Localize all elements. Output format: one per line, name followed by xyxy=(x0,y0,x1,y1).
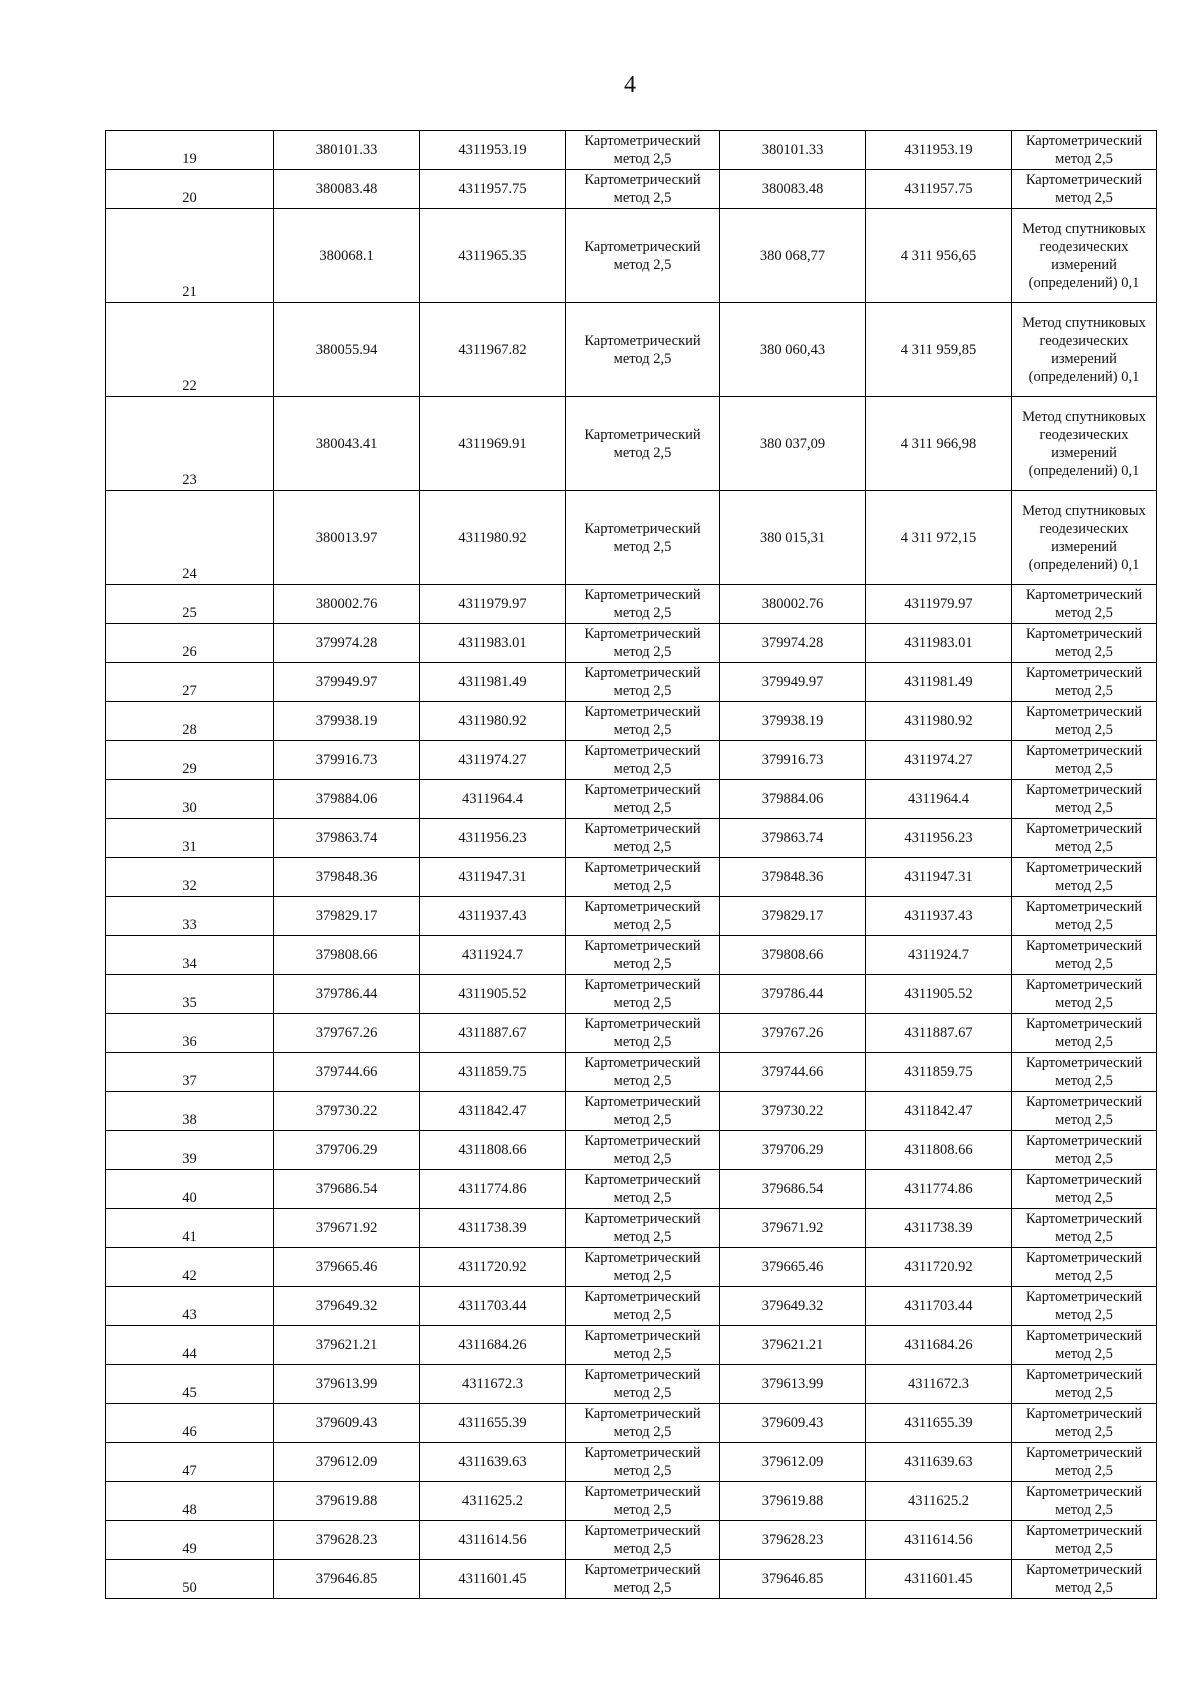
existing-y-cell: 4311842.47 xyxy=(420,1092,566,1131)
table-row xyxy=(106,1092,1157,1131)
refined-method-cell: Картометрический метод 2,5 xyxy=(1012,858,1157,897)
point-number-cell: 28 xyxy=(106,702,274,741)
point-number-cell: 27 xyxy=(106,663,274,702)
point-number-cell: 24 xyxy=(106,491,274,585)
table-row xyxy=(106,1209,1157,1248)
point-number-cell: 42 xyxy=(106,1248,274,1287)
existing-x-cell: 379613.99 xyxy=(274,1365,420,1404)
refined-method-cell: Картометрический метод 2,5 xyxy=(1012,1404,1157,1443)
refined-y-cell: 4311684.26 xyxy=(866,1326,1012,1365)
refined-method-cell: Картометрический метод 2,5 xyxy=(1012,1443,1157,1482)
existing-method-cell: Картометрический метод 2,5 xyxy=(566,1326,720,1365)
table-row xyxy=(106,1131,1157,1170)
table-row xyxy=(106,897,1157,936)
existing-y-cell: 4311614.56 xyxy=(420,1521,566,1560)
table-row xyxy=(106,624,1157,663)
refined-method-cell: Картометрический метод 2,5 xyxy=(1012,663,1157,702)
refined-y-cell: 4311720.92 xyxy=(866,1248,1012,1287)
refined-x-cell: 379628.23 xyxy=(720,1521,866,1560)
table-row xyxy=(106,780,1157,819)
point-number-cell: 20 xyxy=(106,170,274,209)
table-row xyxy=(106,858,1157,897)
refined-method-cell: Картометрический метод 2,5 xyxy=(1012,1131,1157,1170)
refined-y-cell: 4311601.45 xyxy=(866,1560,1012,1599)
refined-y-cell: 4311947.31 xyxy=(866,858,1012,897)
refined-method-cell: Картометрический метод 2,5 xyxy=(1012,1248,1157,1287)
existing-method-cell: Картометрический метод 2,5 xyxy=(566,1365,720,1404)
existing-method-cell: Картометрический метод 2,5 xyxy=(566,741,720,780)
refined-x-cell: 379884.06 xyxy=(720,780,866,819)
existing-x-cell: 379863.74 xyxy=(274,819,420,858)
point-number-cell: 34 xyxy=(106,936,274,975)
table-row xyxy=(106,209,1157,303)
existing-y-cell: 4311808.66 xyxy=(420,1131,566,1170)
existing-y-cell: 4311947.31 xyxy=(420,858,566,897)
existing-y-cell: 4311980.92 xyxy=(420,491,566,585)
refined-method-cell: Метод спутниковых геодезических измерений (определений) 0,1 xyxy=(1012,397,1157,491)
point-number-cell: 48 xyxy=(106,1482,274,1521)
refined-method-cell: Картометрический метод 2,5 xyxy=(1012,780,1157,819)
refined-x-cell: 379671.92 xyxy=(720,1209,866,1248)
refined-x-cell: 379612.09 xyxy=(720,1443,866,1482)
existing-y-cell: 4311965.35 xyxy=(420,209,566,303)
point-number-cell: 40 xyxy=(106,1170,274,1209)
point-number-cell: 46 xyxy=(106,1404,274,1443)
refined-method-cell: Картометрический метод 2,5 xyxy=(1012,897,1157,936)
existing-method-cell: Картометрический метод 2,5 xyxy=(566,858,720,897)
existing-x-cell: 380055.94 xyxy=(274,303,420,397)
refined-x-cell: 380 068,77 xyxy=(720,209,866,303)
table-row xyxy=(106,1482,1157,1521)
existing-y-cell: 4311953.19 xyxy=(420,131,566,170)
refined-y-cell: 4311774.86 xyxy=(866,1170,1012,1209)
refined-method-cell: Картометрический метод 2,5 xyxy=(1012,1014,1157,1053)
existing-method-cell: Картометрический метод 2,5 xyxy=(566,897,720,936)
refined-x-cell: 379949.97 xyxy=(720,663,866,702)
existing-x-cell: 379829.17 xyxy=(274,897,420,936)
refined-method-cell: Метод спутниковых геодезических измерений (определений) 0,1 xyxy=(1012,209,1157,303)
refined-y-cell: 4311703.44 xyxy=(866,1287,1012,1326)
existing-method-cell: Картометрический метод 2,5 xyxy=(566,585,720,624)
existing-method-cell: Картометрический метод 2,5 xyxy=(566,1443,720,1482)
refined-method-cell: Картометрический метод 2,5 xyxy=(1012,1482,1157,1521)
refined-x-cell: 379808.66 xyxy=(720,936,866,975)
existing-x-cell: 379609.43 xyxy=(274,1404,420,1443)
refined-x-cell: 379706.29 xyxy=(720,1131,866,1170)
point-number-cell: 29 xyxy=(106,741,274,780)
refined-x-cell: 380002.76 xyxy=(720,585,866,624)
existing-x-cell: 379686.54 xyxy=(274,1170,420,1209)
point-number-cell: 45 xyxy=(106,1365,274,1404)
existing-y-cell: 4311625.2 xyxy=(420,1482,566,1521)
table-row xyxy=(106,1053,1157,1092)
refined-y-cell: 4 311 966,98 xyxy=(866,397,1012,491)
existing-x-cell: 379628.23 xyxy=(274,1521,420,1560)
refined-method-cell: Картометрический метод 2,5 xyxy=(1012,819,1157,858)
refined-method-cell: Метод спутниковых геодезических измерений (определений) 0,1 xyxy=(1012,303,1157,397)
existing-x-cell: 379671.92 xyxy=(274,1209,420,1248)
refined-method-cell: Картометрический метод 2,5 xyxy=(1012,741,1157,780)
point-number-cell: 39 xyxy=(106,1131,274,1170)
refined-y-cell: 4311980.92 xyxy=(866,702,1012,741)
point-number-cell: 36 xyxy=(106,1014,274,1053)
table-row xyxy=(106,170,1157,209)
point-number-cell: 31 xyxy=(106,819,274,858)
point-number-cell: 41 xyxy=(106,1209,274,1248)
table-row xyxy=(106,1326,1157,1365)
refined-x-cell: 380101.33 xyxy=(720,131,866,170)
existing-method-cell: Картометрический метод 2,5 xyxy=(566,624,720,663)
refined-x-cell: 380 037,09 xyxy=(720,397,866,491)
existing-method-cell: Картометрический метод 2,5 xyxy=(566,397,720,491)
refined-method-cell: Картометрический метод 2,5 xyxy=(1012,936,1157,975)
refined-x-cell: 379609.43 xyxy=(720,1404,866,1443)
refined-y-cell: 4 311 959,85 xyxy=(866,303,1012,397)
refined-x-cell: 379649.32 xyxy=(720,1287,866,1326)
existing-method-cell: Картометрический метод 2,5 xyxy=(566,975,720,1014)
existing-x-cell: 379767.26 xyxy=(274,1014,420,1053)
point-number-cell: 26 xyxy=(106,624,274,663)
refined-method-cell: Картометрический метод 2,5 xyxy=(1012,1521,1157,1560)
refined-y-cell: 4311979.97 xyxy=(866,585,1012,624)
existing-x-cell: 379619.88 xyxy=(274,1482,420,1521)
existing-method-cell: Картометрический метод 2,5 xyxy=(566,1287,720,1326)
refined-x-cell: 380083.48 xyxy=(720,170,866,209)
refined-x-cell: 380 015,31 xyxy=(720,491,866,585)
refined-y-cell: 4311974.27 xyxy=(866,741,1012,780)
table-row xyxy=(106,1287,1157,1326)
refined-method-cell: Картометрический метод 2,5 xyxy=(1012,1560,1157,1599)
refined-x-cell: 380 060,43 xyxy=(720,303,866,397)
existing-x-cell: 380083.48 xyxy=(274,170,420,209)
refined-method-cell: Картометрический метод 2,5 xyxy=(1012,1092,1157,1131)
refined-method-cell: Метод спутниковых геодезических измерений (определений) 0,1 xyxy=(1012,491,1157,585)
existing-method-cell: Картометрический метод 2,5 xyxy=(566,1209,720,1248)
existing-method-cell: Картометрический метод 2,5 xyxy=(566,663,720,702)
existing-x-cell: 379916.73 xyxy=(274,741,420,780)
existing-y-cell: 4311672.3 xyxy=(420,1365,566,1404)
existing-x-cell: 380013.97 xyxy=(274,491,420,585)
table-row xyxy=(106,663,1157,702)
point-number-cell: 38 xyxy=(106,1092,274,1131)
point-number-cell: 25 xyxy=(106,585,274,624)
point-number-cell: 22 xyxy=(106,303,274,397)
refined-y-cell: 4311983.01 xyxy=(866,624,1012,663)
table-row xyxy=(106,397,1157,491)
point-number-cell: 44 xyxy=(106,1326,274,1365)
refined-method-cell: Картометрический метод 2,5 xyxy=(1012,1053,1157,1092)
existing-method-cell: Картометрический метод 2,5 xyxy=(566,1404,720,1443)
table-row xyxy=(106,131,1157,170)
point-number-cell: 21 xyxy=(106,209,274,303)
existing-method-cell: Картометрический метод 2,5 xyxy=(566,1248,720,1287)
existing-y-cell: 4311703.44 xyxy=(420,1287,566,1326)
existing-y-cell: 4311859.75 xyxy=(420,1053,566,1092)
refined-y-cell: 4311738.39 xyxy=(866,1209,1012,1248)
refined-x-cell: 379848.36 xyxy=(720,858,866,897)
existing-x-cell: 380043.41 xyxy=(274,397,420,491)
existing-method-cell: Картометрический метод 2,5 xyxy=(566,1053,720,1092)
existing-x-cell: 379949.97 xyxy=(274,663,420,702)
existing-method-cell: Картометрический метод 2,5 xyxy=(566,780,720,819)
existing-method-cell: Картометрический метод 2,5 xyxy=(566,131,720,170)
existing-y-cell: 4311738.39 xyxy=(420,1209,566,1248)
existing-method-cell: Картометрический метод 2,5 xyxy=(566,1482,720,1521)
table-body xyxy=(106,131,1157,1599)
refined-y-cell: 4311625.2 xyxy=(866,1482,1012,1521)
existing-y-cell: 4311956.23 xyxy=(420,819,566,858)
existing-method-cell: Картометрический метод 2,5 xyxy=(566,936,720,975)
existing-y-cell: 4311980.92 xyxy=(420,702,566,741)
refined-method-cell: Картометрический метод 2,5 xyxy=(1012,1287,1157,1326)
existing-method-cell: Картометрический метод 2,5 xyxy=(566,1092,720,1131)
refined-x-cell: 379863.74 xyxy=(720,819,866,858)
refined-method-cell: Картометрический метод 2,5 xyxy=(1012,170,1157,209)
existing-y-cell: 4311967.82 xyxy=(420,303,566,397)
refined-y-cell: 4311981.49 xyxy=(866,663,1012,702)
refined-y-cell: 4311937.43 xyxy=(866,897,1012,936)
table-row xyxy=(106,1404,1157,1443)
existing-y-cell: 4311905.52 xyxy=(420,975,566,1014)
refined-method-cell: Картометрический метод 2,5 xyxy=(1012,1170,1157,1209)
point-number-cell: 19 xyxy=(106,131,274,170)
point-number-cell: 47 xyxy=(106,1443,274,1482)
table-row xyxy=(106,741,1157,780)
existing-method-cell: Картометрический метод 2,5 xyxy=(566,1170,720,1209)
refined-y-cell: 4311808.66 xyxy=(866,1131,1012,1170)
table-row xyxy=(106,1014,1157,1053)
refined-method-cell: Картометрический метод 2,5 xyxy=(1012,131,1157,170)
existing-y-cell: 4311937.43 xyxy=(420,897,566,936)
existing-x-cell: 379786.44 xyxy=(274,975,420,1014)
refined-x-cell: 379613.99 xyxy=(720,1365,866,1404)
refined-method-cell: Картометрический метод 2,5 xyxy=(1012,975,1157,1014)
refined-y-cell: 4 311 956,65 xyxy=(866,209,1012,303)
refined-method-cell: Картометрический метод 2,5 xyxy=(1012,624,1157,663)
refined-x-cell: 379938.19 xyxy=(720,702,866,741)
existing-method-cell: Картометрический метод 2,5 xyxy=(566,1521,720,1560)
existing-x-cell: 380068.1 xyxy=(274,209,420,303)
table-row xyxy=(106,1443,1157,1482)
point-number-cell: 33 xyxy=(106,897,274,936)
refined-x-cell: 379767.26 xyxy=(720,1014,866,1053)
table-row xyxy=(106,491,1157,585)
table-row xyxy=(106,1521,1157,1560)
refined-x-cell: 379621.21 xyxy=(720,1326,866,1365)
existing-x-cell: 379938.19 xyxy=(274,702,420,741)
table-row xyxy=(106,1170,1157,1209)
point-number-cell: 23 xyxy=(106,397,274,491)
existing-y-cell: 4311974.27 xyxy=(420,741,566,780)
existing-x-cell: 379730.22 xyxy=(274,1092,420,1131)
existing-y-cell: 4311639.63 xyxy=(420,1443,566,1482)
refined-x-cell: 379686.54 xyxy=(720,1170,866,1209)
refined-y-cell: 4311953.19 xyxy=(866,131,1012,170)
existing-y-cell: 4311887.67 xyxy=(420,1014,566,1053)
existing-y-cell: 4311655.39 xyxy=(420,1404,566,1443)
point-number-cell: 49 xyxy=(106,1521,274,1560)
existing-y-cell: 4311774.86 xyxy=(420,1170,566,1209)
existing-x-cell: 379706.29 xyxy=(274,1131,420,1170)
refined-x-cell: 379730.22 xyxy=(720,1092,866,1131)
refined-method-cell: Картометрический метод 2,5 xyxy=(1012,702,1157,741)
existing-method-cell: Картометрический метод 2,5 xyxy=(566,1131,720,1170)
refined-y-cell: 4311957.75 xyxy=(866,170,1012,209)
existing-method-cell: Картометрический метод 2,5 xyxy=(566,1560,720,1599)
refined-method-cell: Картометрический метод 2,5 xyxy=(1012,1209,1157,1248)
point-number-cell: 35 xyxy=(106,975,274,1014)
refined-x-cell: 379744.66 xyxy=(720,1053,866,1092)
refined-y-cell: 4311887.67 xyxy=(866,1014,1012,1053)
existing-y-cell: 4311983.01 xyxy=(420,624,566,663)
existing-y-cell: 4311969.91 xyxy=(420,397,566,491)
table-row xyxy=(106,1248,1157,1287)
refined-y-cell: 4311964.4 xyxy=(866,780,1012,819)
refined-x-cell: 379646.85 xyxy=(720,1560,866,1599)
refined-y-cell: 4311956.23 xyxy=(866,819,1012,858)
existing-x-cell: 380101.33 xyxy=(274,131,420,170)
existing-x-cell: 379621.21 xyxy=(274,1326,420,1365)
refined-method-cell: Картометрический метод 2,5 xyxy=(1012,585,1157,624)
existing-x-cell: 379612.09 xyxy=(274,1443,420,1482)
refined-x-cell: 379829.17 xyxy=(720,897,866,936)
existing-y-cell: 4311924.7 xyxy=(420,936,566,975)
point-number-cell: 50 xyxy=(106,1560,274,1599)
table-row xyxy=(106,1560,1157,1599)
refined-y-cell: 4311905.52 xyxy=(866,975,1012,1014)
existing-method-cell: Картометрический метод 2,5 xyxy=(566,170,720,209)
refined-y-cell: 4 311 972,15 xyxy=(866,491,1012,585)
existing-x-cell: 379665.46 xyxy=(274,1248,420,1287)
page-number: 4 xyxy=(624,72,636,98)
coordinates-table xyxy=(105,130,1157,1599)
table-row xyxy=(106,936,1157,975)
existing-method-cell: Картометрический метод 2,5 xyxy=(566,209,720,303)
refined-x-cell: 379974.28 xyxy=(720,624,866,663)
existing-method-cell: Картометрический метод 2,5 xyxy=(566,702,720,741)
existing-method-cell: Картометрический метод 2,5 xyxy=(566,491,720,585)
point-number-cell: 32 xyxy=(106,858,274,897)
refined-x-cell: 379786.44 xyxy=(720,975,866,1014)
refined-x-cell: 379916.73 xyxy=(720,741,866,780)
existing-y-cell: 4311720.92 xyxy=(420,1248,566,1287)
existing-y-cell: 4311979.97 xyxy=(420,585,566,624)
existing-y-cell: 4311964.4 xyxy=(420,780,566,819)
table-row xyxy=(106,303,1157,397)
point-number-cell: 30 xyxy=(106,780,274,819)
table-row xyxy=(106,585,1157,624)
existing-method-cell: Картометрический метод 2,5 xyxy=(566,303,720,397)
existing-method-cell: Картометрический метод 2,5 xyxy=(566,819,720,858)
existing-x-cell: 379808.66 xyxy=(274,936,420,975)
refined-y-cell: 4311639.63 xyxy=(866,1443,1012,1482)
existing-x-cell: 379649.32 xyxy=(274,1287,420,1326)
existing-y-cell: 4311957.75 xyxy=(420,170,566,209)
table-row xyxy=(106,975,1157,1014)
point-number-cell: 37 xyxy=(106,1053,274,1092)
existing-y-cell: 4311684.26 xyxy=(420,1326,566,1365)
refined-method-cell: Картометрический метод 2,5 xyxy=(1012,1365,1157,1404)
table-row xyxy=(106,819,1157,858)
refined-method-cell: Картометрический метод 2,5 xyxy=(1012,1326,1157,1365)
existing-y-cell: 4311601.45 xyxy=(420,1560,566,1599)
existing-x-cell: 379744.66 xyxy=(274,1053,420,1092)
table-row xyxy=(106,1365,1157,1404)
existing-x-cell: 379884.06 xyxy=(274,780,420,819)
refined-x-cell: 379665.46 xyxy=(720,1248,866,1287)
existing-method-cell: Картометрический метод 2,5 xyxy=(566,1014,720,1053)
existing-x-cell: 379974.28 xyxy=(274,624,420,663)
existing-x-cell: 380002.76 xyxy=(274,585,420,624)
refined-x-cell: 379619.88 xyxy=(720,1482,866,1521)
refined-y-cell: 4311672.3 xyxy=(866,1365,1012,1404)
refined-y-cell: 4311859.75 xyxy=(866,1053,1012,1092)
refined-y-cell: 4311614.56 xyxy=(866,1521,1012,1560)
table-row xyxy=(106,702,1157,741)
existing-x-cell: 379646.85 xyxy=(274,1560,420,1599)
point-number-cell: 43 xyxy=(106,1287,274,1326)
existing-x-cell: 379848.36 xyxy=(274,858,420,897)
refined-y-cell: 4311842.47 xyxy=(866,1092,1012,1131)
refined-y-cell: 4311655.39 xyxy=(866,1404,1012,1443)
refined-y-cell: 4311924.7 xyxy=(866,936,1012,975)
existing-y-cell: 4311981.49 xyxy=(420,663,566,702)
